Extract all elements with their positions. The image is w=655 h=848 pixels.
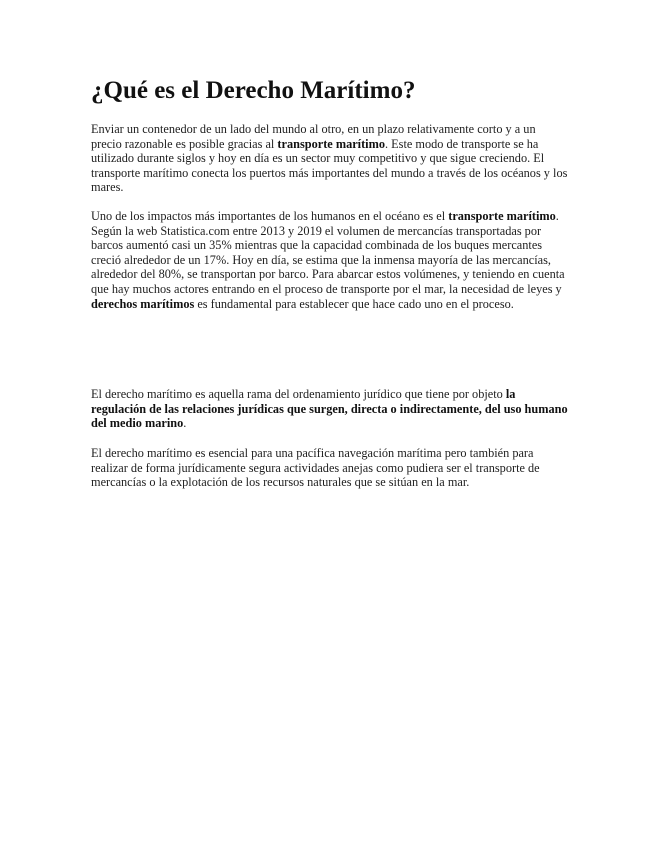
paragraph-text: .: [183, 416, 187, 431]
bold-definition: la regulación de las relaciones jurídicas que surgen, directa o indirectamente, del uso humano del medio marino: [91, 387, 568, 431]
paragraph-text: Enviar un contenedor de un lado del mundo al otro, en un plazo relativamente corto y a un precio razonable es posible gracias al: [91, 122, 536, 151]
paragraph-text: El derecho marítimo es esencial para una pacífica navegación marítima pero también para realizar de forma jurídicamente segura actividades anejas como pudiera ser el transporte de mercancías o la explotación de los recursos naturales que se sitúan en la mar.: [91, 446, 540, 490]
paragraph-text: . Este modo de transporte se ha utilizado durante siglos y hoy en día es un sector muy competitivo y que sigue creciendo. El transporte marítimo conecta los puertos más importantes del mundo a través de los océanos y los mares.: [91, 136, 568, 195]
paragraph-text: . Según la web Statistica.com entre 2013 y 2019 el volumen de mercancías transportadas por barcos aumentó casi un 35% mientras que la capacidad combinada de los buques mercantes creció alrededor de un 17%. Hoy en día, se estima que la inmensa mayoría de las mercancías, alrededor del 80%, se transportan por barco. Para abarcar estos volúmenes, y teniendo en cuenta que hay muchos actores entrando en el proceso de transporte por el mar, la necesidad de leyes y: [91, 209, 565, 296]
bold-term-derechos-maritimos: derechos marítimos: [91, 296, 195, 311]
paragraph-text: El derecho marítimo es aquella rama del ordenamiento jurídico que tiene por objeto: [91, 387, 506, 401]
bold-term-transporte-maritimo: transporte marítimo: [448, 209, 556, 223]
paragraph-impact: [91, 209, 569, 311]
paragraph-importance: [91, 446, 569, 490]
paragraph-text: Uno de los impactos más importantes de los humanos en el océano es el: [91, 209, 449, 223]
page-title: ¿Qué es el Derecho Marítimo?: [91, 77, 416, 104]
bold-term-transporte-maritimo: transporte marítimo: [277, 136, 385, 151]
paragraph-intro: [91, 122, 569, 195]
paragraph-text: es fundamental para establecer que hace cado uno en el proceso.: [194, 296, 514, 311]
paragraph-definition: [91, 387, 569, 431]
